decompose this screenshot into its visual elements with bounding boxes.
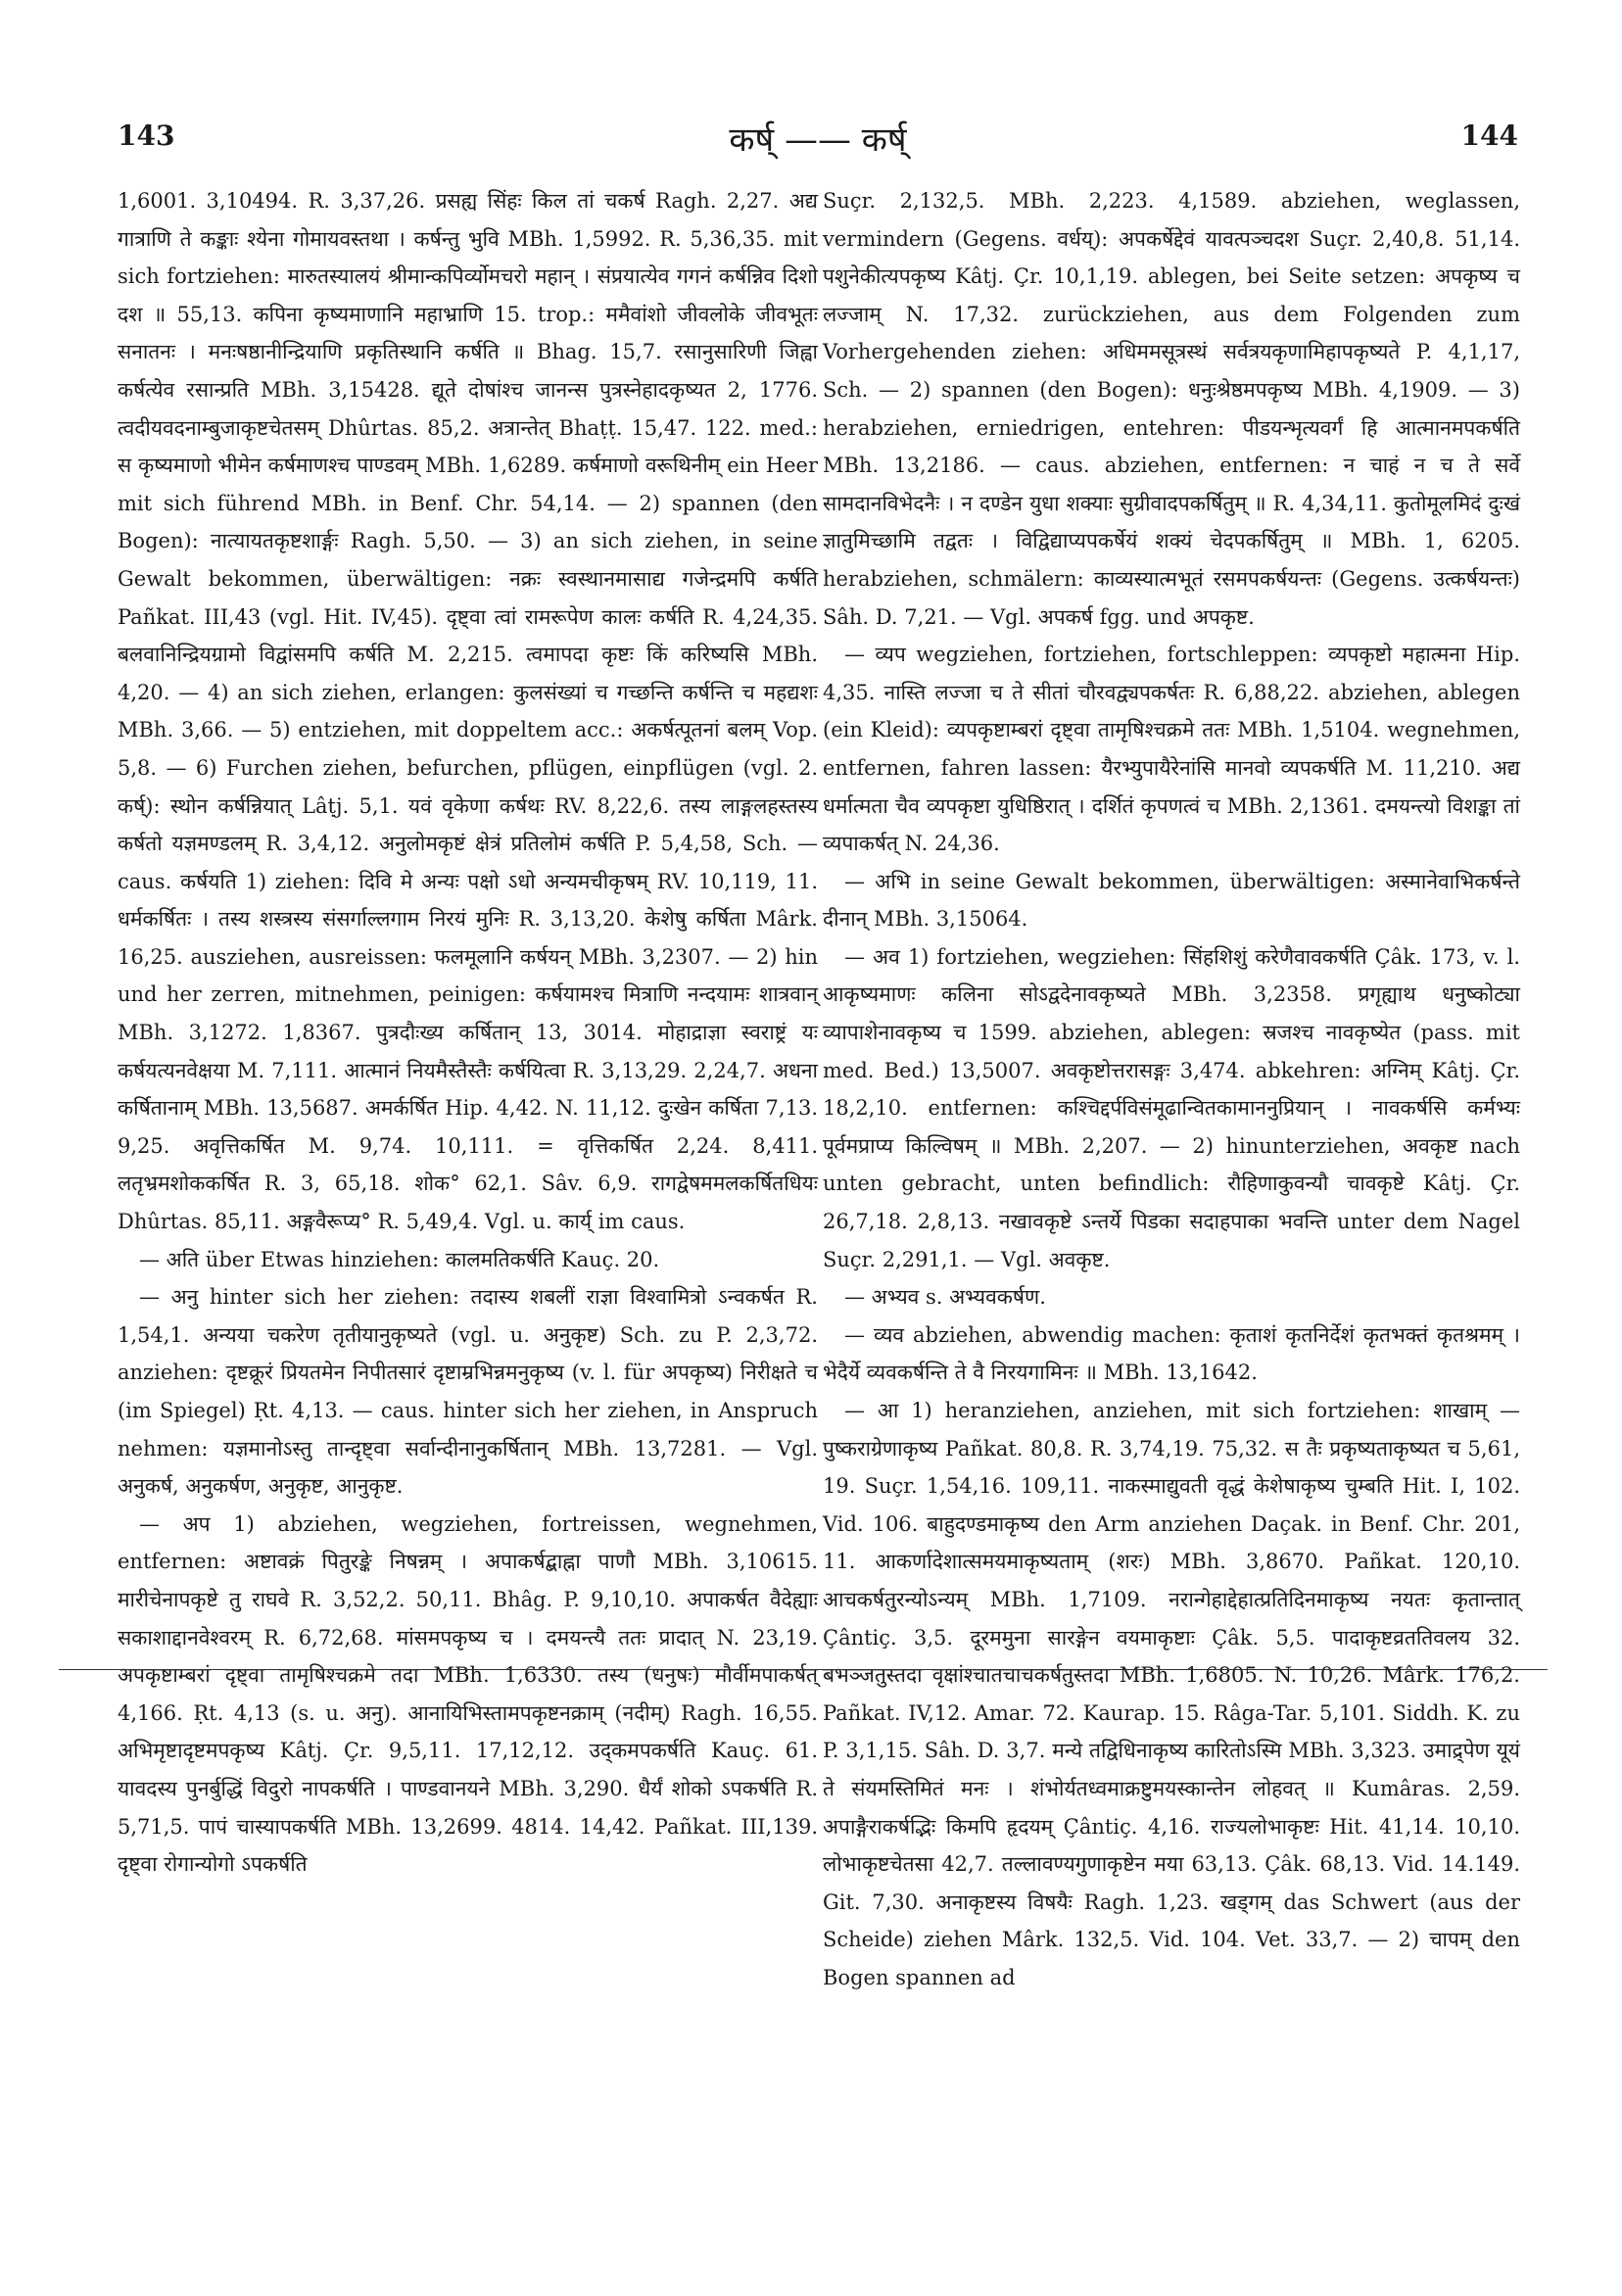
running-head: कर्ष् —— कर्ष्: [729, 120, 907, 160]
left-column: [118, 182, 818, 1877]
entry-paragraph: 1,6001. 3,10494. R. 3,37,26. प्रसह्य सिंहः किल तां चकर्ष Ragh. 2,27. अद्य गात्राणि ते कङ्काः श्येना गोमायवस्तथा । कर्षन्तु भुवि MBh. 1,5992. R. 5,36,35. mit sich fortziehen: मारुतस्यालयं श्रीमान्कपिर्व्योमचरो महान् । संप्रयात्येव गगनं कर्षन्निव दिशो दश ॥ 55,13. कपिना कृष्यमाणानि महाभ्राणि 15. trop.: ममैवांशो जीवलोके जीवभूतः सनातनः । मनःषष्ठानीन्द्रियाणि प्रकृतिस्थानि कर्षति ॥ Bhag. 15,7. रसानुसारिणी जिह्वा कर्षत्येव रसान्प्रति MBh. 3,15428. द्यूते दोषांश्च जानन्स पुत्रस्नेहादकृष्यत 2, 1776. त्वदीयवदनाम्बुजाकृष्टचेतसम् Dhûrtas. 85,2. अत्रान्तेत् Bhaṭṭ. 15,47. 122. med.: स कृष्यमाणो भीमेन कर्षमाणश्च पाण्डवम् MBh. 1,6289. कर्षमाणो वरूथिनीम् ein Heer mit sich führend MBh. in Benf. Chr. 54,14. — 2) spannen (den Bogen): नात्यायतकृष्टशार्ङ्गः Ragh. 5,50. — 3) an sich ziehen, in seine Gewalt bekommen, überwältigen: नक्रः स्वस्थानमासाद्य गजेन्द्रमपि कर्षति Pañkat. III,43 (vgl. Hit. IV,45). दृष्ट्वा त्वां रामरूपेण कालः कर्षति R. 4,24,35. बलवानिन्द्रियग्रामो विद्वांसमपि कर्षति M. 2,215. त्वमापदा कृष्टः किं करिष्यसि MBh. 4,20. — 4) an sich ziehen, erlangen: कुलसंख्यां च गच्छन्ति कर्षन्ति च महद्यशः MBh. 3,66. — 5) entziehen, mit doppeltem acc.: अकर्षत्पूतनां बलम् Vop. 5,8. — 6) Furchen ziehen, befurchen, pflügen, einpflügen (vgl. 2. कर्ष्): स्थोन कर्षन्नियात् Lâṭj. 5,1. यवं वृकेणा कर्षथः RV. 8,22,6. तस्य लाङ्गलहस्तस्य कर्षतो यज्ञमण्डलम् R. 3,4,12. अनुलोमकृष्टं क्षेत्रं प्रतिलोमं कर्षति P. 5,4,58, Sch. — caus. कर्षयति 1) ziehen: दिवि मे अन्यः पक्षो ऽधो अन्यमचीकृषम् RV. 10,119, 11. धर्मकर्षितः । तस्य शस्त्रस्य संसर्गाल्लगाम निरयं मुनिः R. 3,13,20. केशेषु कर्षिता Mârk. 16,25. ausziehen, ausreissen: फलमूलानि कर्षयन् MBh. 3,2307. — 2) hin und her zerren, mitnehmen, peinigen: कर्षयामश्च मित्राणि नन्दयामः शात्रवान् MBh. 3,1272. 1,8367. पुत्रदौःख्य कर्षितान् 13, 3014. मोहाद्राज्ञा स्वराष्ट्रं यः कर्षयत्यनवेक्षया M. 7,111. आत्मानं नियमैस्तैस्तैः कर्षयित्वा R. 3,13,29. 2,24,7. अधना कर्षितानाम् MBh. 13,5687. अमर्कर्षित Hip. 4,42. N. 11,12. दुःखेन कर्षिता 7,13. 9,25. अवृत्तिकर्षित M. 9,74. 10,111. = वृत्तिकर्षित 2,24. 8,411. लतृभ्रमशोककर्षित R. 3, 65,18. शोक° 62,1. Sâv. 6,9. रागद्वेषममलकर्षितधियः Dhûrtas. 85,11. अङ्गवैरूप्य° R. 5,49,4. Vgl. u. कार्य् im caus.: [118, 189, 818, 1234]
entry-paragraph: — व्यप wegziehen, fortziehen, fortschleppen: व्यपकृष्टो महात्मना Hip. 4,35. नास्ति लज्जा च ते सीतां चौरवद्व्यपकर्षतः R. 6,88,22. abziehen, ablegen (ein Kleid): व्यपकृष्टाम्बरां दृष्ट्वा तामृषिश्चक्रमे ततः MBh. 1,5104. wegnehmen, entfernen, fahren lassen: यैरभ्युपायैरेनांसि मानवो व्यपकर्षति M. 11,210. अद्य धर्मात्मता चैव व्यपकृष्टा युधिष्ठिरात् । दर्शितं कृपणत्वं च MBh. 2,1361. दमयन्त्यो विशङ्का तां व्यपाकर्षत् N. 24,36.: [823, 643, 1520, 856]
entry-paragraph: — अव 1) fortziehen, wegziehen: सिंहशिशुं करेणैवावकर्षति Çâk. 173, v. l. आकृष्यमाणः कलिना सोऽद्वदेनावकृष्यते MBh. 3,2358. प्रगृह्याथ धनुष्कोट्या व्यापाशेनावकृष्य च 1599. abziehen, ablegen: स्रजश्च नावकृष्येत (pass. mit med. Bed.) 13,5007. अवकृष्टोत्तरासङ्गः 3,474. abkehren: अग्निम् Kâtj. Çr. 18,2,10. entfernen: कश्चिद्दर्पविसंमूढान्वितकामाननुप्रियान् । नावकर्षसि कर्मभ्यः पूर्वमप्राप्य किल्विषम् ॥ MBh. 2,207. — 2) hinunterziehen, अवकृष्ट nach unten gebracht, unten befindlich: रौहिणाकुवन्यौ चावकृष्टे Kâtj. Çr. 26,7,18. 2,8,13. नखावकृष्टे ऽन्तर्ये पिडका सदाहपाका भवन्ति unter dem Nagel Suçr. 2,291,1. — Vgl. अवकृष्ट.: [823, 944, 1520, 1271]
entry-paragraph: — अप 1) abziehen, wegziehen, fortreissen, wegnehmen, entfernen: अष्टावक्रं पितुरङ्के निषन्नम् । अपाकर्षद्बाह्ना पाणौ MBh. 3,10615. मारीचेनापकृष्टे तु राघवे R. 3,52,2. 50,11. Bhâg. P. 9,10,10. अपाकर्षत वैदेह्याः सकाशाद्दानवेश्वरम् R. 6,72,68. मांसमपकृष्य च । दमयन्त्यै ततः प्रादात् N. 23,19. अपकृष्टाम्बरां दृष्ट्वा तामृषिश्चक्रमे तदा MBh. 1,6330. तस्य (धनुषः) मौर्वीमपाकर्षत् 4,166. Ṛt. 4,13 (s. u. अनु). आनायिभिस्तामपकृष्टनक्राम् (नदीम्) Ragh. 16,55. अभिमृष्टादृष्टमपकृष्य Kâtj. Çr. 9,5,11. 17,12,12. उद्कमपकर्षति Kauç. 61. यावदस्य पुनर्बुद्धिं विदुरो नापकर्षति । पाण्डवानयने MBh. 3,290. धैर्यं शोको ऽपकर्षति R. 5,71,5. पापं चास्यापकर्षति MBh. 13,2699. 4814. 14,42. Pañkat. III,139. दृष्ट्वा रोगान्योगो ऽपकर्षति: [118, 1511, 818, 1877]
footer-rule: [59, 1669, 1548, 1670]
entry-paragraph: — अनु hinter sich her ziehen: तदास्य शबलीं राज्ञा विश्वामित्रो ऽन्वकर्षत R. 1,54,1. अन्यया चकरेण तृतीयानुकृष्यते (vgl. u. अनुकृष्ट) Sch. zu P. 2,3,72. anziehen: दृष्टक्रूरं प्रियतमेन निपीतसारं दृष्टाम्रभिन्नमनुकृष्य (v. l. für अपकृष्य) निरीक्षते च (im Spiegel) Ṛt. 4,13. — caus. hinter sich her ziehen, in Anspruch nehmen: यज्ञमानोऽस्तु तान्दृष्ट्वा सर्वान्दीनानुकर्षितान् MBh. 13,7281. — Vgl. अनुकर्ष, अनुकर्षण, अनुकृष्ट, आनुकृष्ट.: [118, 1285, 818, 1499]
page-number-right: 144: [1460, 120, 1518, 152]
entry-paragraph: — अभ्यव s. अभ्यवकर्षण.: [844, 1285, 1046, 1310]
right-column: [823, 182, 1520, 1989]
entry-paragraph: Suçr. 2,132,5. MBh. 2,223. 4,1589. abziehen, weglassen, vermindern (Gegens. वर्धय्): अपकर्षेद्देवं यावत्पञ्चदश Suçr. 2,40,8. 51,14. पशुनेकीत्यपकृष्य Kâtj. Çr. 10,1,19. ablegen, bei Seite setzen: अपकृष्य च लज्जाम् N. 17,32. zurückziehen, aus dem Folgenden zum Vorhergehenden ziehen: अधिममसूत्रस्थं सर्वत्रयकृणामिहापकृष्यते P. 4,1,17, Sch. — 2) spannen (den Bogen): धनुःश्रेष्ठमपकृष्य MBh. 4,1909. — 3) herabziehen, erniedrigen, entehren: पीडयन्भृत्यवर्गं हि आत्मानमपकर्षति MBh. 13,2186. — caus. abziehen, entfernen: न चाहं न च ते सर्वे सामदानविभेदनैः । न दण्डेन युधा शक्याः सुग्रीवादपकर्षितुम् ॥ R. 4,34,11. कुतोमूलमिदं दुःखं ज्ञातुमिच्छामि तद्वतः । विद्विद्याप्यपकर्षेयं शक्यं चेदपकर्षितुम् ॥ MBh. 1, 6205. herabziehen, schmälern: काव्यस्यात्मभूतं रसमपकर्षयन्तः (Gegens. उत्कर्षयन्तः) Sâh. D. 7,21. — Vgl. अपकर्ष fgg. und अपकृष्ट.: [823, 189, 1520, 629]
entry-paragraph: — अभि in seine Gewalt bekommen, überwältigen: अस्मानेवाभिकर्षन्ते दीनान् MBh. 3,15064.: [823, 869, 1520, 932]
entry-paragraph: — अति über Etwas hinziehen: कालमतिकर्षति Kauç. 20.: [139, 1247, 660, 1271]
page-number-left: 143: [118, 120, 175, 152]
entry-paragraph: — व्यव abziehen, abwendig machen: कृताशं कृतनिर्देशं कृतभक्तं कृतश्रमम् । भेदैर्ये व्यवकर्षन्ति ते वै निरयगामिनः ॥ MBh. 13,1642.: [823, 1322, 1520, 1385]
page-header: [118, 120, 1518, 168]
entry-paragraph: — आ 1) heranziehen, anziehen, mit sich fortziehen: शाखाम् — पुष्कराग्रेणाकृष्य Pañkat. 80,8. R. 3,74,19. 75,32. स तैः प्रकृष्यताकृष्यत च 5,61, 19. Suçr. 1,54,16. 109,11. नाकस्माद्युवती वृद्धं केशेषाकृष्य चुम्बति Hit. I, 102. Vid. 106. बाहुदण्डमाकृष्य den Arm anziehen Daçak. in Benf. Chr. 201, 11. आकर्णादेशात्समयमाकृष्यताम् (शरः) MBh. 3,8670. Pañkat. 120,10. आचकर्षतुरन्योऽन्यम् MBh. 1,7109. नरान्गेहाद्देहात्प्रतिदिनमाकृष्य नयतः कृतान्तात् Çântiç. 3,5. दूरममुना सारङ्गेन वयमाकृष्टाः Çâk. 5,5. पादाकृष्टव्रततिवलय 32. बभञ्जतुस्तदा वृक्षांश्चातचाचकर्षतुस्तदा MBh. 1,6805. N. 10,26. Mârk. 176,2. Pañkat. IV,12. Amar. 72. Kaurap. 15. Râga-Tar. 5,101. Siddh. K. zu P. 3,1,15. Sâh. D. 3,7. मन्ये तद्विधिनाकृष्य कारितोऽस्मि MBh. 3,323. उमाद्र्पेण यूयं ते संयमस्तिमितं मनः । शंभोर्यतध्वमाक्रष्टुमयस्कान्तेन लोहवत् ॥ Kumâras. 2,59. अपाङ्गैराकर्षद्भिः किमपि हृदयम् Çântiç. 4,16. राज्यलोभाकृष्टः Hit. 41,14. 10,10. लोभाकृष्टचेतसा 42,7. तल्लावण्यगुणाकृष्टेन मया 63,13. Çâk. 68,13. Vid. 14.149. Git. 7,30. अनाकृष्टस्य विषयैः Ragh. 1,23. खड्गम् das Schwert (aus der Scheide) ziehen Mârk. 132,5. Vid. 104. Vet. 33,7. — 2) चापम् den Bogen spannen ad: [823, 1399, 1520, 1989]
